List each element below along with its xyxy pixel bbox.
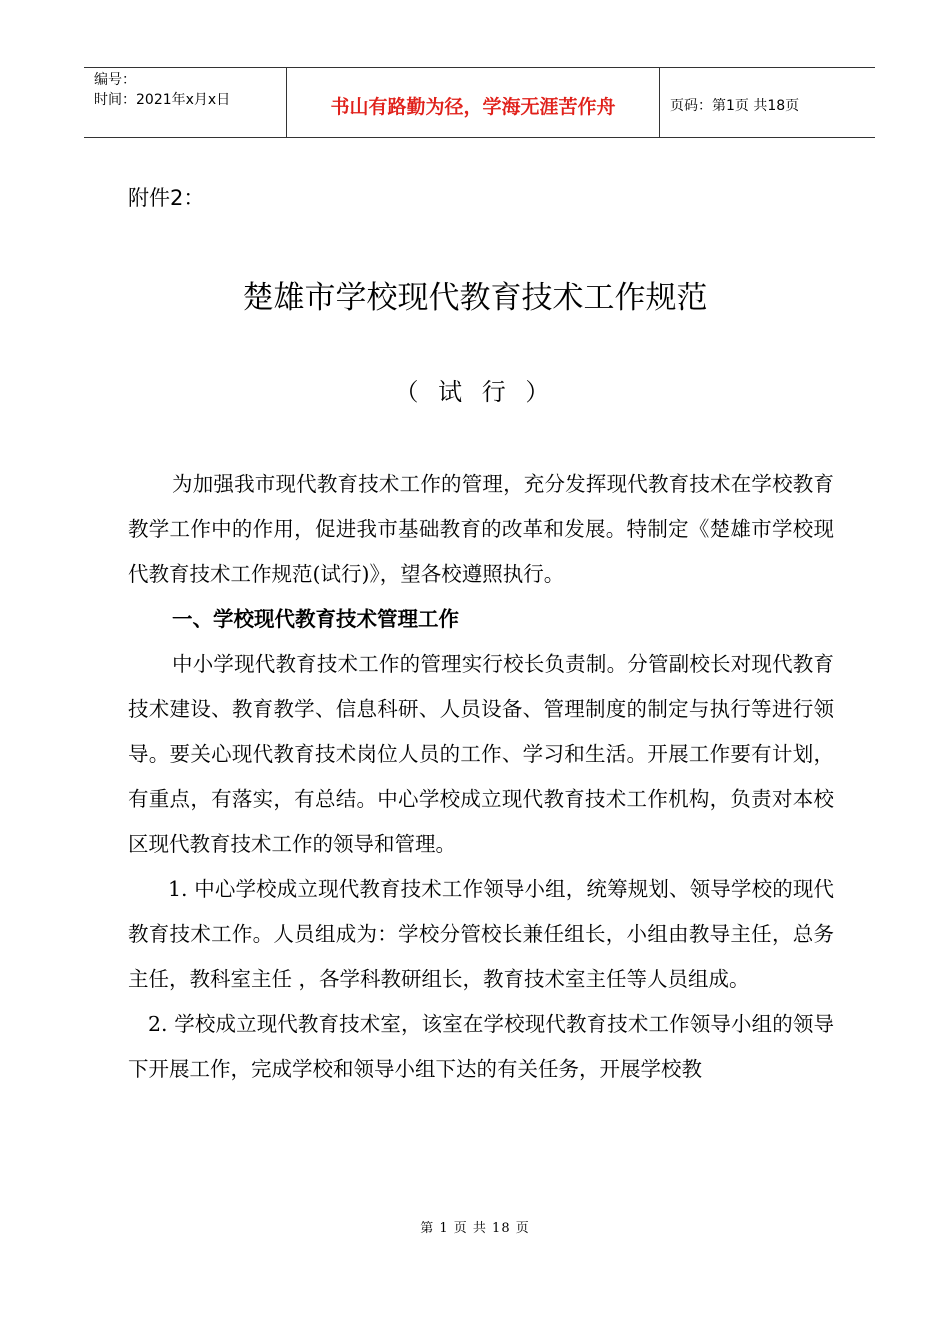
header-motto: 书山有路勤为径，学海无涯苦作舟 [286, 68, 660, 137]
section-paragraph: 中小学现代教育技术工作的管理实行校长负责制。分管副校长对现代教育技术建设、教育教学、信息科研、人员设备、管理制度的制定与执行等进行领导。要关心现代教育技术岗位人员的工作、学习和生活。开展工作要有计划，有重点，有落实，有总结。中心学校成立现代教育技术工作机构，负责对本校区现代教育技术工作的领导和管理。 [128, 652, 834, 856]
intro-paragraph: 为加强我市现代教育技术工作的管理，充分发挥现代教育技术在学校教育教学工作中的作用，促进我市基础教育的改革和发展。特制定《楚雄市学校现代教育技术工作规范(试行)》，望各校遵照执行。 [128, 472, 834, 586]
header-meta-cell [84, 68, 286, 137]
section-heading: 一、学校现代教育技术管理工作 [172, 607, 459, 631]
document-header-table [84, 67, 875, 138]
document-body [128, 462, 834, 1092]
list-item: 1. 中心学校成立现代教育技术工作领导小组，统筹规划、领导学校的现代教育技术工作。人员组成为：学校分管校长兼任组长，小组由教导主任，总务主任，教科室主任 ，各学科教研组长，教育技术室主任等人员组成。 [128, 877, 834, 991]
date-label: 时间：2021年x月x日 [94, 92, 231, 108]
attachment-label: 附件2： [128, 186, 205, 210]
list-item: 2. 学校成立现代教育技术室，该室在学校现代教育技术工作领导小组的领导下开展工作，完成学校和领导小组下达的有关任务，开展学校教 [128, 1012, 834, 1081]
number-label: 编号： [94, 72, 136, 88]
header-page-info: 页码：第1页 共18页 [670, 97, 800, 114]
page-footer: 第 1 页 共 18 页 [420, 1221, 530, 1236]
document-title: 楚雄市学校现代教育技术工作规范 [242, 280, 708, 316]
document-subtitle: （ 试 行 ） [394, 378, 556, 406]
